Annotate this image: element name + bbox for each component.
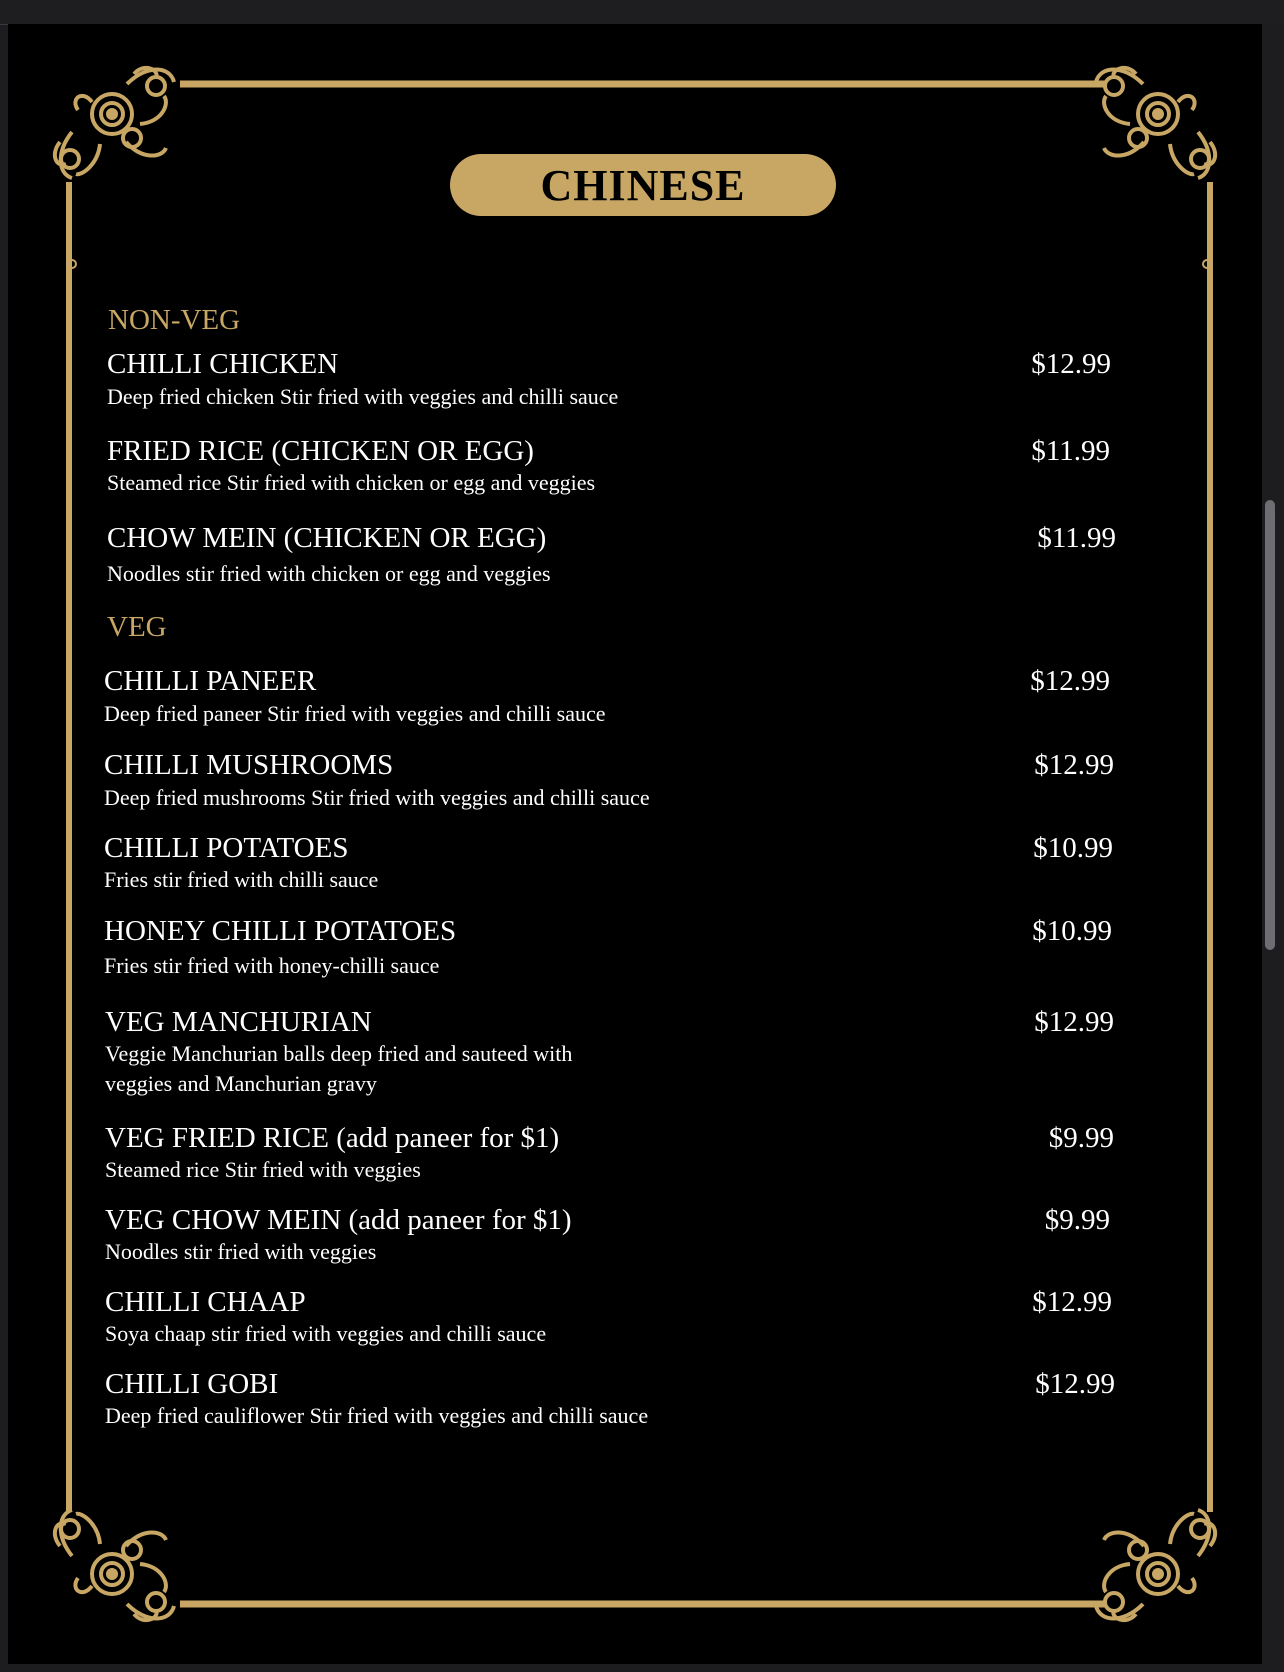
item-price: $10.99 xyxy=(1032,915,1112,947)
item-description: Soya chaap stir fried with veggies and chilli sauce xyxy=(105,1321,547,1346)
item-name: CHILLI GOBI xyxy=(105,1368,279,1400)
corner-ornament-icon xyxy=(1096,68,1215,178)
item-name: CHILLI CHICKEN xyxy=(107,348,339,380)
corner-ornament-icon xyxy=(55,1510,174,1620)
item-price: $12.99 xyxy=(1034,749,1114,781)
item-description: Fries stir fried with chilli sauce xyxy=(104,867,379,892)
item-description: Steamed rice Stir fried with veggies xyxy=(105,1157,421,1182)
item-price: $11.99 xyxy=(1037,522,1116,554)
item-name: CHILLI POTATOES xyxy=(104,832,349,864)
scrollbar-thumb[interactable] xyxy=(1265,500,1275,950)
item-name: CHILLI PANEER xyxy=(104,665,317,697)
item-price: $9.99 xyxy=(1044,1204,1110,1236)
section-heading-non-veg: NON-VEG xyxy=(108,304,241,336)
item-name: VEG FRIED RICE (add paneer for $1) xyxy=(105,1122,560,1154)
item-description-line2: veggies and Manchurian gravy xyxy=(105,1071,377,1096)
item-price: $12.99 xyxy=(1030,665,1110,697)
item-description: Fries stir fried with honey-chilli sauce xyxy=(104,953,440,978)
item-name: CHILLI MUSHROOMS xyxy=(104,749,394,781)
item-name: VEG MANCHURIAN xyxy=(105,1006,372,1038)
item-description: Steamed rice Stir fried with chicken or egg and veggies xyxy=(107,470,596,495)
item-price: $12.99 xyxy=(1031,348,1111,380)
item-description: Deep fried chicken Stir fried with veggies and chilli sauce xyxy=(107,384,619,409)
item-price: $12.99 xyxy=(1035,1368,1115,1400)
item-price: $10.99 xyxy=(1033,832,1113,864)
item-name: FRIED RICE (CHICKEN OR EGG) xyxy=(107,435,534,467)
item-name: VEG CHOW MEIN (add paneer for $1) xyxy=(105,1204,572,1236)
corner-ornament-icon xyxy=(55,68,174,178)
section-heading-veg: VEG xyxy=(107,611,167,643)
item-description: Noodles stir fried with chicken or egg and veggies xyxy=(107,561,551,586)
item-name: CHILLI CHAAP xyxy=(105,1286,306,1318)
item-name: HONEY CHILLI POTATOES xyxy=(104,915,457,947)
item-price: $12.99 xyxy=(1034,1006,1114,1038)
item-name: CHOW MEIN (CHICKEN OR EGG) xyxy=(107,522,547,554)
menu-page xyxy=(8,24,1262,1664)
item-description: Deep fried cauliflower Stir fried with veggies and chilli sauce xyxy=(105,1403,649,1428)
item-description: Deep fried mushrooms Stir fried with veggies and chilli sauce xyxy=(104,785,650,810)
item-price: $12.99 xyxy=(1032,1286,1112,1318)
top-bar xyxy=(0,0,1284,25)
item-description: Veggie Manchurian balls deep fried and sauteed with xyxy=(105,1041,573,1066)
corner-ornament-icon xyxy=(1096,1510,1215,1620)
item-price: $9.99 xyxy=(1048,1122,1114,1154)
item-price: $11.99 xyxy=(1031,435,1110,467)
item-description: Noodles stir fried with veggies xyxy=(105,1239,377,1264)
item-description: Deep fried paneer Stir fried with veggies and chilli sauce xyxy=(104,701,606,726)
page-title: CHINESE xyxy=(540,161,746,210)
